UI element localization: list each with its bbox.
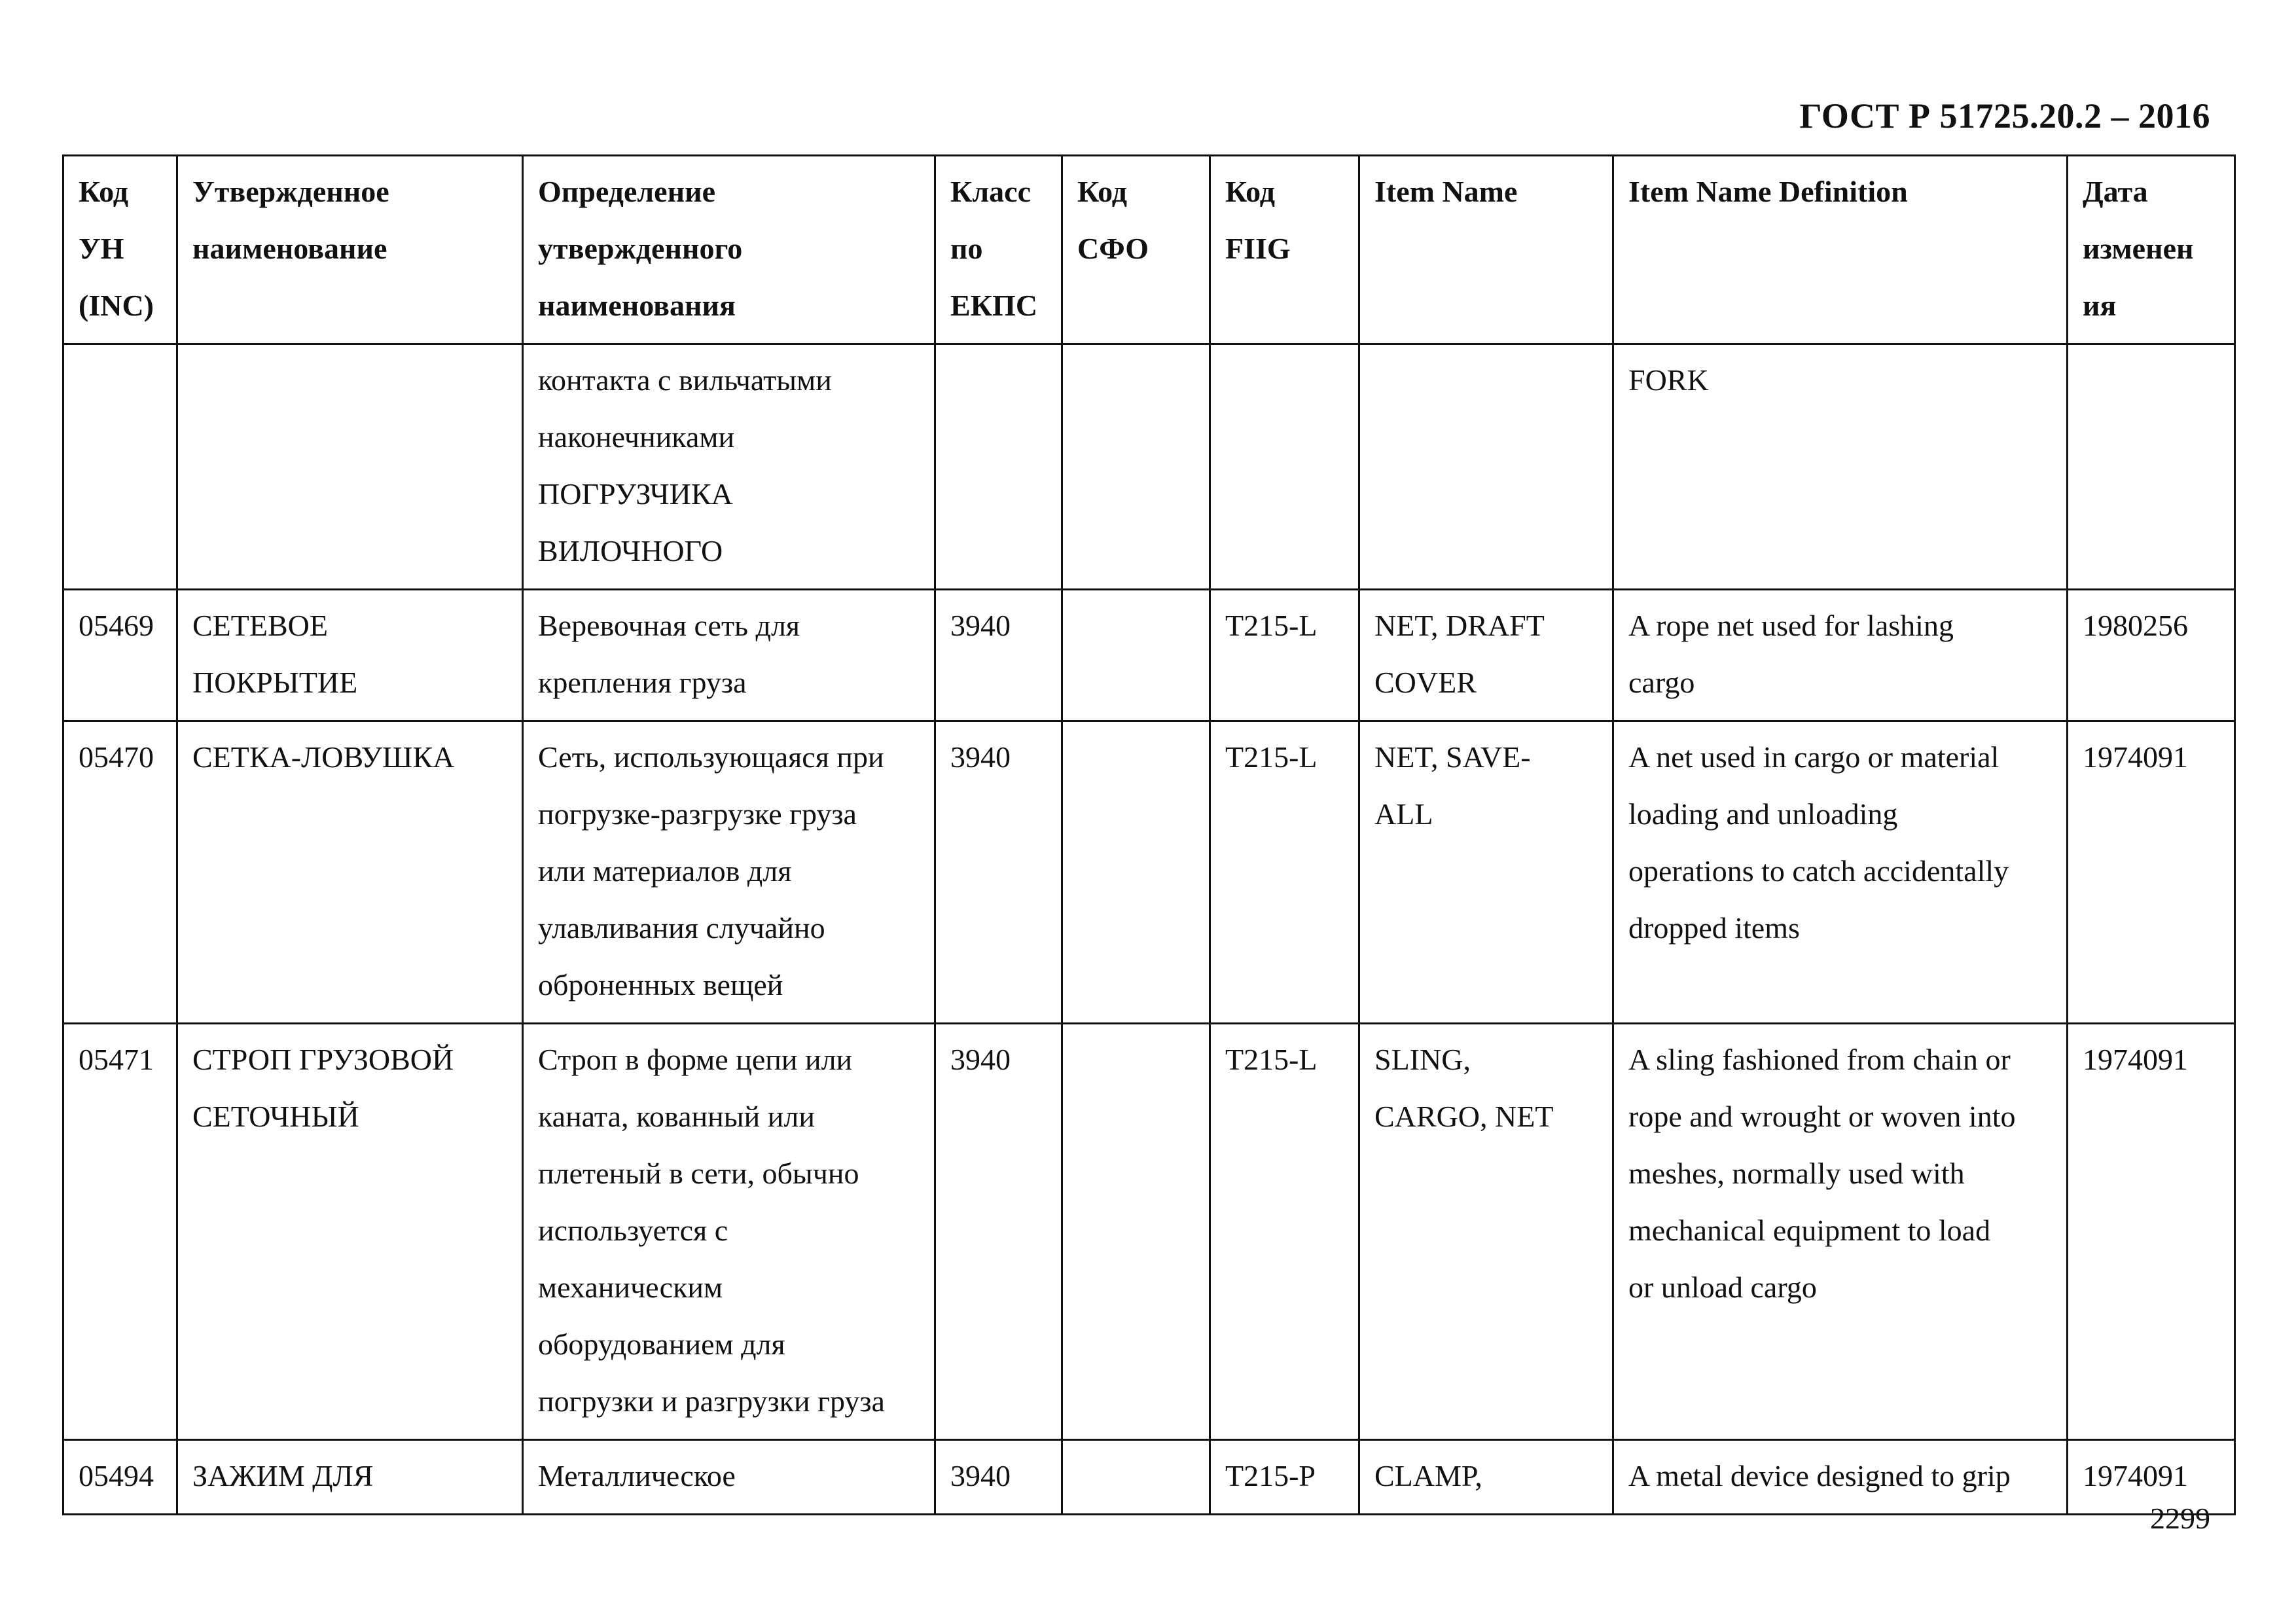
cell-approved-name: СЕТЕВОЕ ПОКРЫТИЕ [177,590,523,721]
cell-item-name: NET, DRAFT COVER [1359,590,1613,721]
cell-fsc-class: 3940 [935,590,1062,721]
cell-definition: Сеть, использующаяся при погрузке-разгрузке груза или материалов для улавливания случайно оброненных вещей [523,721,935,1024]
item-name-table [62,154,2236,1515]
cell-change-date [2068,344,2235,590]
cell-inc: 05469 [63,590,177,721]
column-header-item-name-definition: Item Name Definition [1613,156,2068,344]
column-header-fsc-class: Класс по ЕКПС [935,156,1062,344]
cell-item-name [1359,344,1613,590]
cell-definition: Металлическое [523,1440,935,1515]
cell-item-name-definition: A metal device designed to grip [1613,1440,2068,1515]
cell-fiig-code: T215-L [1210,721,1359,1024]
cell-sfo-code [1062,344,1210,590]
cell-item-name: CLAMP, [1359,1440,1613,1515]
cell-approved-name: СЕТКА-ЛОВУШКА [177,721,523,1024]
column-header-fiig-code: Код FIIG [1210,156,1359,344]
table-header-row [63,156,2235,344]
cell-fiig-code: T215-L [1210,590,1359,721]
table-row [63,590,2235,721]
cell-change-date: 1974091 [2068,1024,2235,1440]
cell-item-name-definition: A net used in cargo or material loading and unloading operations to catch accidentally dropped items [1613,721,2068,1024]
cell-fiig-code [1210,344,1359,590]
cell-sfo-code [1062,1440,1210,1515]
cell-sfo-code [1062,721,1210,1024]
cell-definition: контакта с вильчатыми наконечниками ПОГРУЗЧИКА ВИЛОЧНОГО [523,344,935,590]
cell-fsc-class [935,344,1062,590]
cell-change-date: 1974091 [2068,1440,2235,1515]
table-row [63,721,2235,1024]
column-header-change-date: Дата изменен ия [2068,156,2235,344]
cell-item-name: NET, SAVE- ALL [1359,721,1613,1024]
cell-item-name-definition: FORK [1613,344,2068,590]
cell-item-name-definition: A rope net used for lashing cargo [1613,590,2068,721]
cell-approved-name [177,344,523,590]
table-row [63,1440,2235,1515]
cell-change-date: 1980256 [2068,590,2235,721]
cell-fiig-code: T215-L [1210,1024,1359,1440]
cell-fiig-code: T215-P [1210,1440,1359,1515]
cell-approved-name: ЗАЖИМ ДЛЯ [177,1440,523,1515]
cell-item-name: SLING, CARGO, NET [1359,1024,1613,1440]
cell-approved-name: СТРОП ГРУЗОВОЙ СЕТОЧНЫЙ [177,1024,523,1440]
document-code: ГОСТ Р 51725.20.2 – 2016 [1799,96,2210,135]
cell-definition: Строп в форме цепи или каната, кованный или плетеный в сети, обычно используется с механическим оборудованием для погрузки и разгрузки груза [523,1024,935,1440]
cell-change-date: 1974091 [2068,721,2235,1024]
cell-fsc-class: 3940 [935,1440,1062,1515]
cell-inc: 05494 [63,1440,177,1515]
cell-item-name-definition: A sling fashioned from chain or rope and wrought or woven into meshes, normally used with mechanical equipment to load or unload cargo [1613,1024,2068,1440]
page-number: 2299 [2150,1502,2210,1535]
cell-inc: 05470 [63,721,177,1024]
cell-definition: Веревочная сеть для крепления груза [523,590,935,721]
cell-sfo-code [1062,590,1210,721]
cell-fsc-class: 3940 [935,1024,1062,1440]
column-header-inc: Код УН (INC) [63,156,177,344]
column-header-definition: Определение утвержденного наименования [523,156,935,344]
cell-inc [63,344,177,590]
table-row [63,1024,2235,1440]
cell-sfo-code [1062,1024,1210,1440]
table-row [63,344,2235,590]
cell-fsc-class: 3940 [935,721,1062,1024]
cell-inc: 05471 [63,1024,177,1440]
column-header-sfo-code: Код СФО [1062,156,1210,344]
column-header-approved-name: Утвержденное наименование [177,156,523,344]
column-header-item-name: Item Name [1359,156,1613,344]
